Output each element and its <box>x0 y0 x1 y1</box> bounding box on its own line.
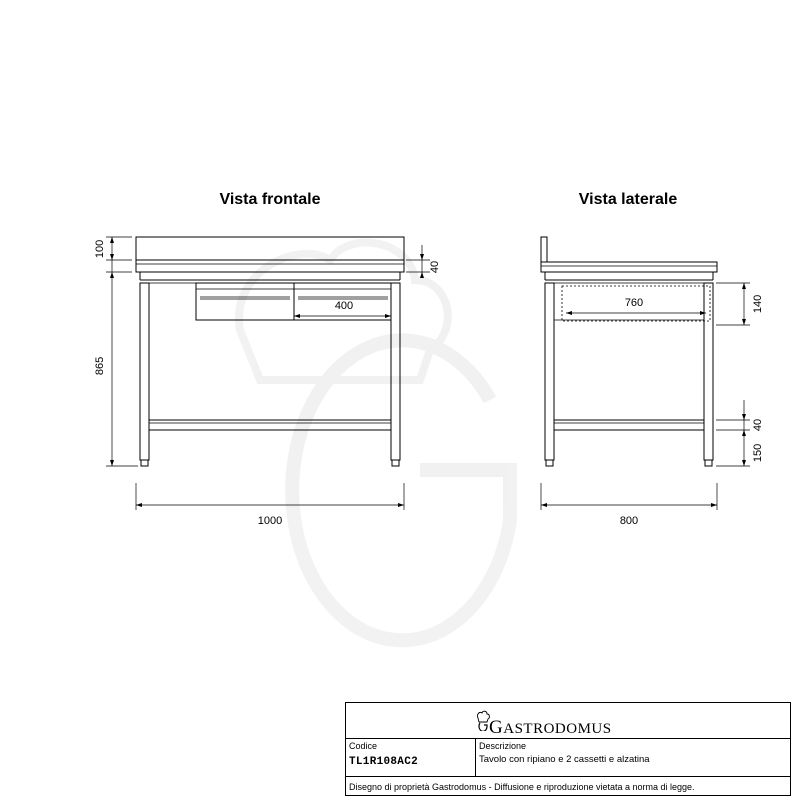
brand-name <box>489 717 612 739</box>
front-width-dim: 1000 <box>257 515 283 527</box>
side-dimensions <box>541 283 750 510</box>
side-view <box>541 237 717 466</box>
side-drawer-depth-dim: 760 <box>624 297 644 309</box>
side-drawer-height-dim: 140 <box>752 294 764 314</box>
copyright-notice: Disegno di proprietà Gastrodomus - Diffusione e riproduzione vietata a norma di legge. <box>349 782 695 792</box>
front-drawer-width-dim: 400 <box>334 300 354 312</box>
front-height-dim: 865 <box>94 356 106 376</box>
code-value: TL1R108AC2 <box>349 756 419 768</box>
code-cell <box>346 739 476 776</box>
description-value: Tavolo con ripiano e 2 cassetti e alzatina <box>479 754 650 765</box>
front-view-title: Vista frontale <box>219 191 321 208</box>
code-label: Codice <box>349 741 378 751</box>
brand-rest: ASTRODOMUS <box>503 721 612 737</box>
brand-initial: G <box>489 717 504 738</box>
front-dimensions <box>106 237 430 510</box>
side-shelf-thickness-dim: 40 <box>752 418 764 432</box>
description-label: Descrizione <box>479 741 527 751</box>
description-cell <box>476 739 790 776</box>
side-depth-dim: 800 <box>619 515 639 527</box>
front-backsplash-dim: 100 <box>94 239 106 259</box>
title-block <box>345 702 791 796</box>
side-view-title: Vista laterale <box>578 191 678 208</box>
watermark-logo <box>239 243 510 641</box>
front-top-thickness-dim: 40 <box>429 260 441 274</box>
title-block-logo-row <box>346 703 790 739</box>
chef-hat-icon <box>476 709 490 731</box>
title-block-info-row <box>346 739 790 777</box>
side-shelf-height-dim: 150 <box>752 443 764 463</box>
